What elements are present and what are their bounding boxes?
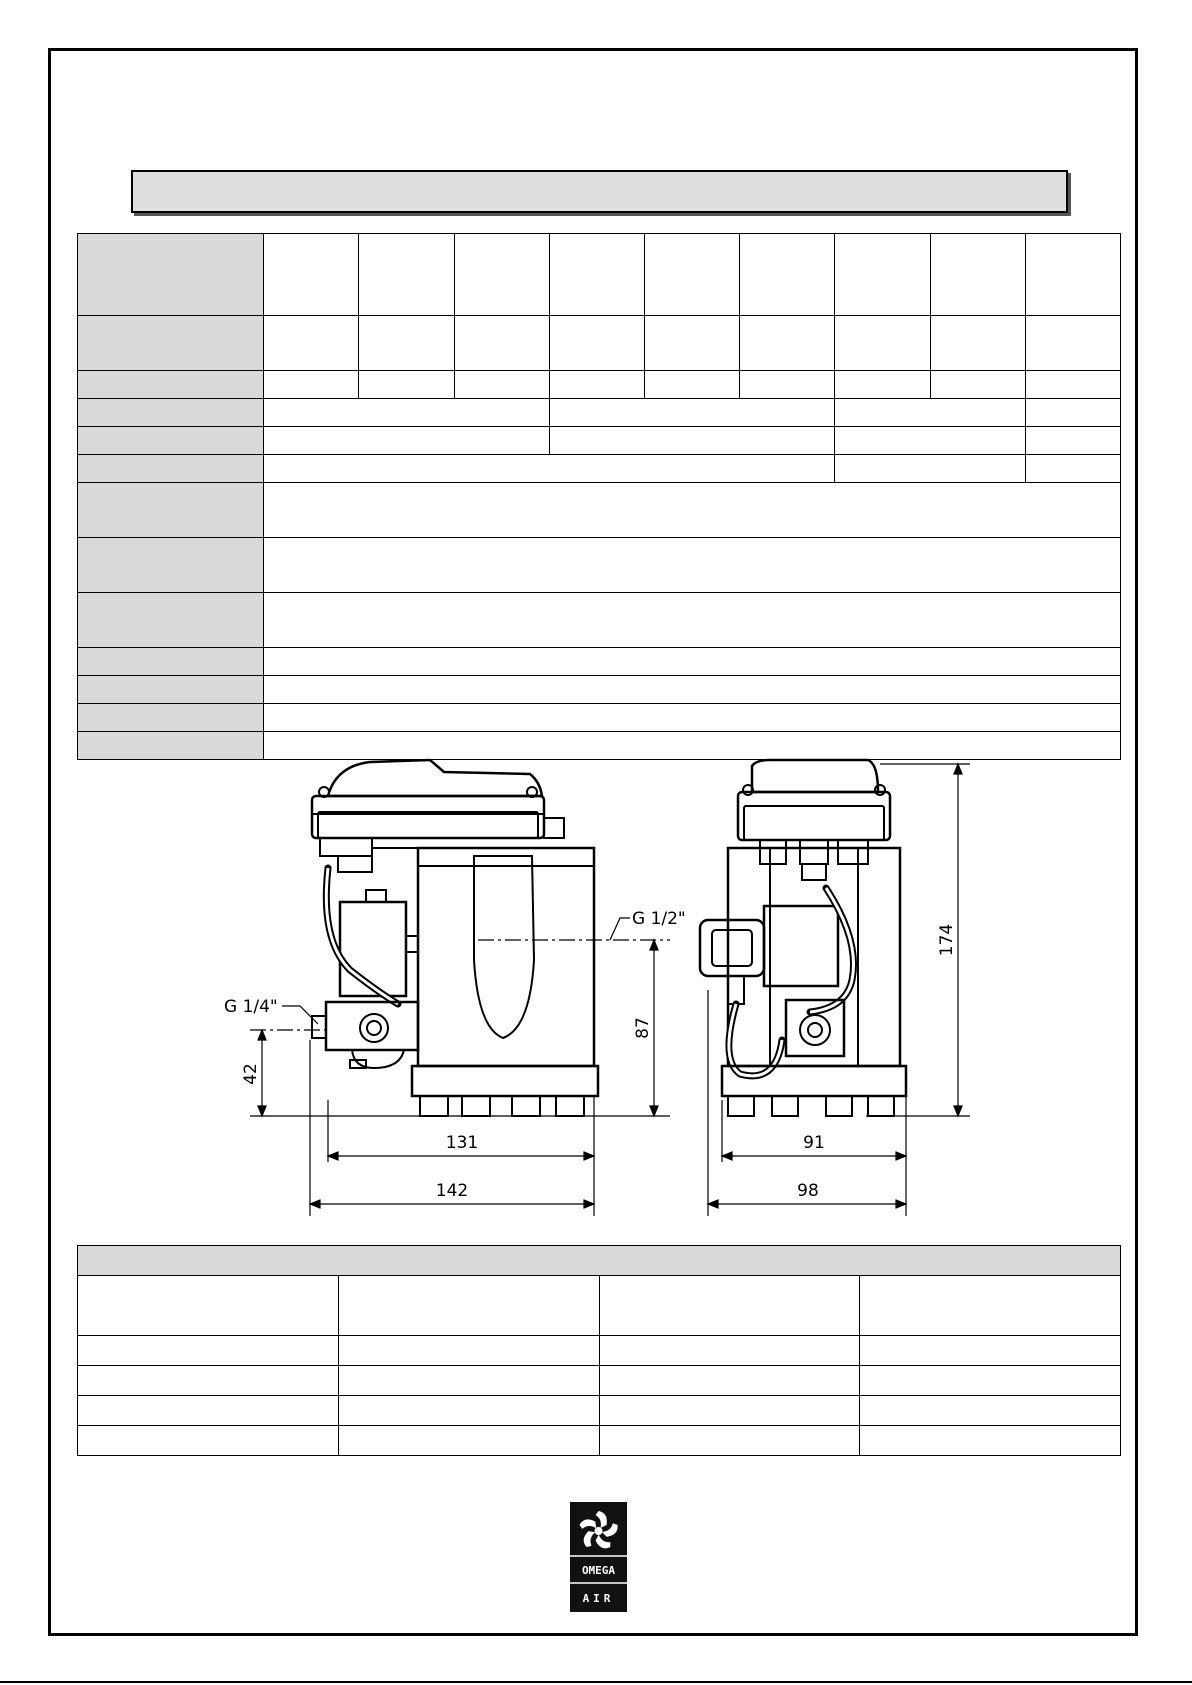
table-cell	[860, 1396, 1121, 1426]
dim-174: 174	[937, 923, 957, 957]
column-header-cell	[78, 1276, 339, 1336]
table-cell	[339, 1426, 600, 1456]
table-cell	[339, 1336, 600, 1366]
table-cell	[600, 1396, 860, 1426]
table-header-cell	[78, 1246, 1121, 1276]
table-row	[78, 1396, 1121, 1426]
table-cell	[860, 1426, 1121, 1456]
dimension-lines	[250, 764, 970, 1216]
table-row	[78, 1366, 1121, 1396]
table-header-row	[78, 1246, 1121, 1276]
table-cell	[600, 1366, 860, 1396]
table-cell	[78, 1366, 339, 1396]
table-cell	[860, 1366, 1121, 1396]
front-view	[250, 760, 670, 1116]
ordering-table	[77, 1245, 1121, 1456]
table-cell	[860, 1336, 1121, 1366]
side-view	[700, 760, 906, 1116]
logo-text-omega: OMEGA	[581, 1564, 616, 1577]
page-bottom-rule	[0, 1681, 1192, 1683]
table-cell	[78, 1336, 339, 1366]
dim-91: 91	[803, 1133, 825, 1153]
logo-text-air: AIR	[582, 1592, 615, 1605]
table-row	[78, 1336, 1121, 1366]
table-row	[78, 1276, 1121, 1336]
column-header-cell	[860, 1276, 1121, 1336]
dim-87: 87	[633, 1017, 653, 1039]
table-cell	[339, 1396, 600, 1426]
table-row	[78, 1426, 1121, 1456]
table-cell	[600, 1336, 860, 1366]
table-cell	[78, 1396, 339, 1426]
dim-42: 42	[241, 1063, 261, 1085]
omega-air-logo	[570, 1502, 627, 1612]
dim-142: 142	[435, 1181, 469, 1201]
outlet-thread-label: G 1/4"	[224, 997, 278, 1017]
column-header-cell	[339, 1276, 600, 1336]
dim-98: 98	[797, 1181, 819, 1201]
table-cell	[78, 1426, 339, 1456]
table-cell	[339, 1366, 600, 1396]
inlet-thread-label: G 1/2"	[632, 909, 686, 929]
dim-131: 131	[445, 1133, 479, 1153]
table-cell	[600, 1426, 860, 1456]
column-header-cell	[600, 1276, 860, 1336]
